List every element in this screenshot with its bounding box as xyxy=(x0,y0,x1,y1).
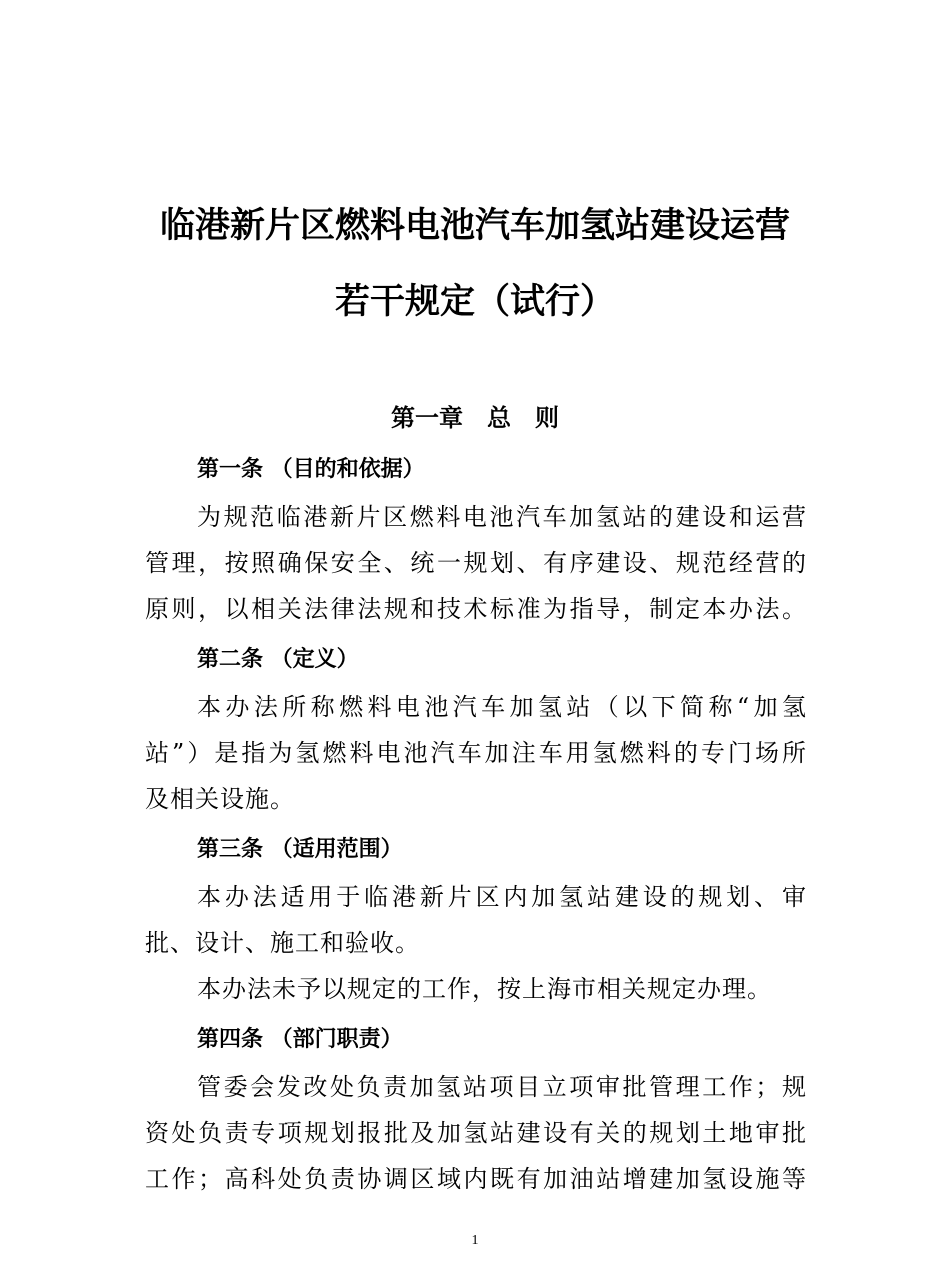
article-2-line-3: 及相关设施。 xyxy=(145,785,295,813)
document-body xyxy=(145,446,807,1202)
article-4-line-3: 工作；高科处负责协调区域内既有加油站增建加氢设施等 xyxy=(145,1165,807,1193)
chapter-heading: 第一章 总 则 xyxy=(391,404,559,432)
article-4-heading: 第四条 （部门职责） xyxy=(197,1027,403,1052)
article-1-line-1: 为规范临港新片区燃料电池汽车加氢站的建设和运营 xyxy=(197,503,807,531)
article-1-line-2: 管理，按照确保安全、统一规划、有序建设、规范经营的 xyxy=(145,549,807,577)
article-2-line-2: 站”）是指为氢燃料电池汽车加注车用氢燃料的专门场所 xyxy=(145,739,807,767)
document-title-line-1: 临港新片区燃料电池汽车加氢站建设运营 xyxy=(159,206,790,246)
article-1-paragraph xyxy=(145,494,807,632)
article-3-line-2: 批、设计、施工和验收。 xyxy=(145,929,420,957)
page-number: 1 xyxy=(471,1233,479,1248)
document-title-line-2: 若干规定（试行） xyxy=(334,282,615,322)
article-2-paragraph xyxy=(145,684,807,822)
article-1-line-3: 原则，以相关法律法规和技术标准为指导，制定本办法。 xyxy=(145,595,807,623)
article-4-line-2: 资处负责专项规划报批及加氢站建设有关的规划土地审批 xyxy=(145,1119,807,1147)
article-4-paragraph xyxy=(145,1064,807,1202)
article-3-paragraph xyxy=(145,874,807,1012)
article-1-heading: 第一条 （目的和依据） xyxy=(197,457,425,482)
article-2-line-1: 本办法所称燃料电池汽车加氢站（以下简称“加氢 xyxy=(197,693,807,721)
article-3-line-1: 本办法适用于临港新片区内加氢站建设的规划、审 xyxy=(197,883,807,911)
article-2-heading: 第二条 （定义） xyxy=(197,647,359,672)
article-3-line-3: 本办法未予以规定的工作，按上海市相关规定办理。 xyxy=(197,975,772,1003)
article-4-line-1: 管委会发改处负责加氢站项目立项审批管理工作；规 xyxy=(197,1073,807,1101)
article-3-heading: 第三条 （适用范围） xyxy=(197,837,403,862)
